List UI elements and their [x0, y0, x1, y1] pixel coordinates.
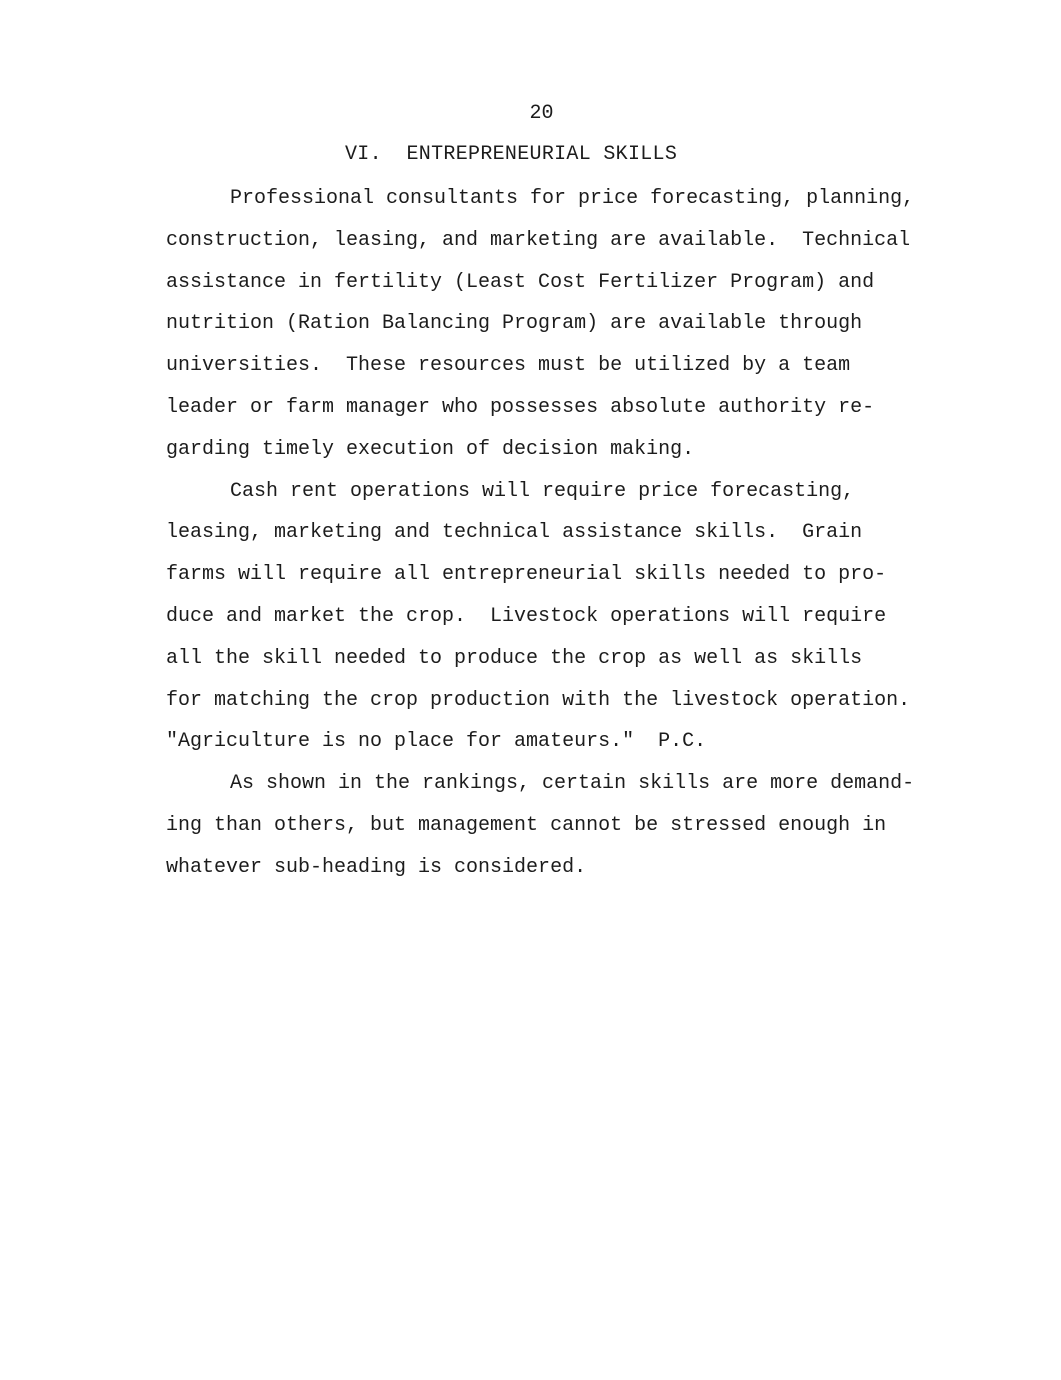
- section-heading: VI. ENTREPRENEURIAL SKILLS: [345, 143, 678, 166]
- text-line: ing than others, but management cannot be stressed enough in: [166, 813, 887, 837]
- text-line: farms will require all entrepreneurial skills needed to pro-: [166, 563, 887, 587]
- body-text: [166, 178, 986, 889]
- text-line: universities. These resources must be utilized by a team: [166, 354, 851, 378]
- text-line: Cash rent operations will require price forecasting,: [230, 479, 855, 503]
- text-line: construction, leasing, and marketing are available. Technical: [166, 228, 911, 252]
- text-line: duce and market the crop. Livestock operations will require: [166, 604, 887, 628]
- text-line: Professional consultants for price forecasting, planning,: [230, 187, 915, 210]
- text-line: garding timely execution of decision making.: [166, 437, 695, 461]
- page-number: 20: [529, 102, 554, 125]
- text-line: "Agriculture is no place for amateurs." P.C.: [166, 730, 707, 754]
- text-line: leasing, marketing and technical assistance skills. Grain: [166, 521, 863, 545]
- paragraph-2: [166, 471, 986, 764]
- text-line: nutrition (Ration Balancing Program) are available through: [166, 312, 863, 336]
- text-line: leader or farm manager who possesses absolute authority re-: [166, 395, 875, 419]
- paragraph-1: [166, 178, 986, 471]
- text-line: for matching the crop production with the livestock operation.: [166, 688, 911, 712]
- text-line: assistance in fertility (Least Cost Fertilizer Program) and: [166, 270, 875, 294]
- text-line: all the skill needed to produce the crop as well as skills: [166, 646, 863, 670]
- text-line: whatever sub-heading is considered.: [166, 855, 587, 879]
- text-line: As shown in the rankings, certain skills are more demand-: [230, 772, 915, 796]
- paragraph-3: [166, 763, 986, 888]
